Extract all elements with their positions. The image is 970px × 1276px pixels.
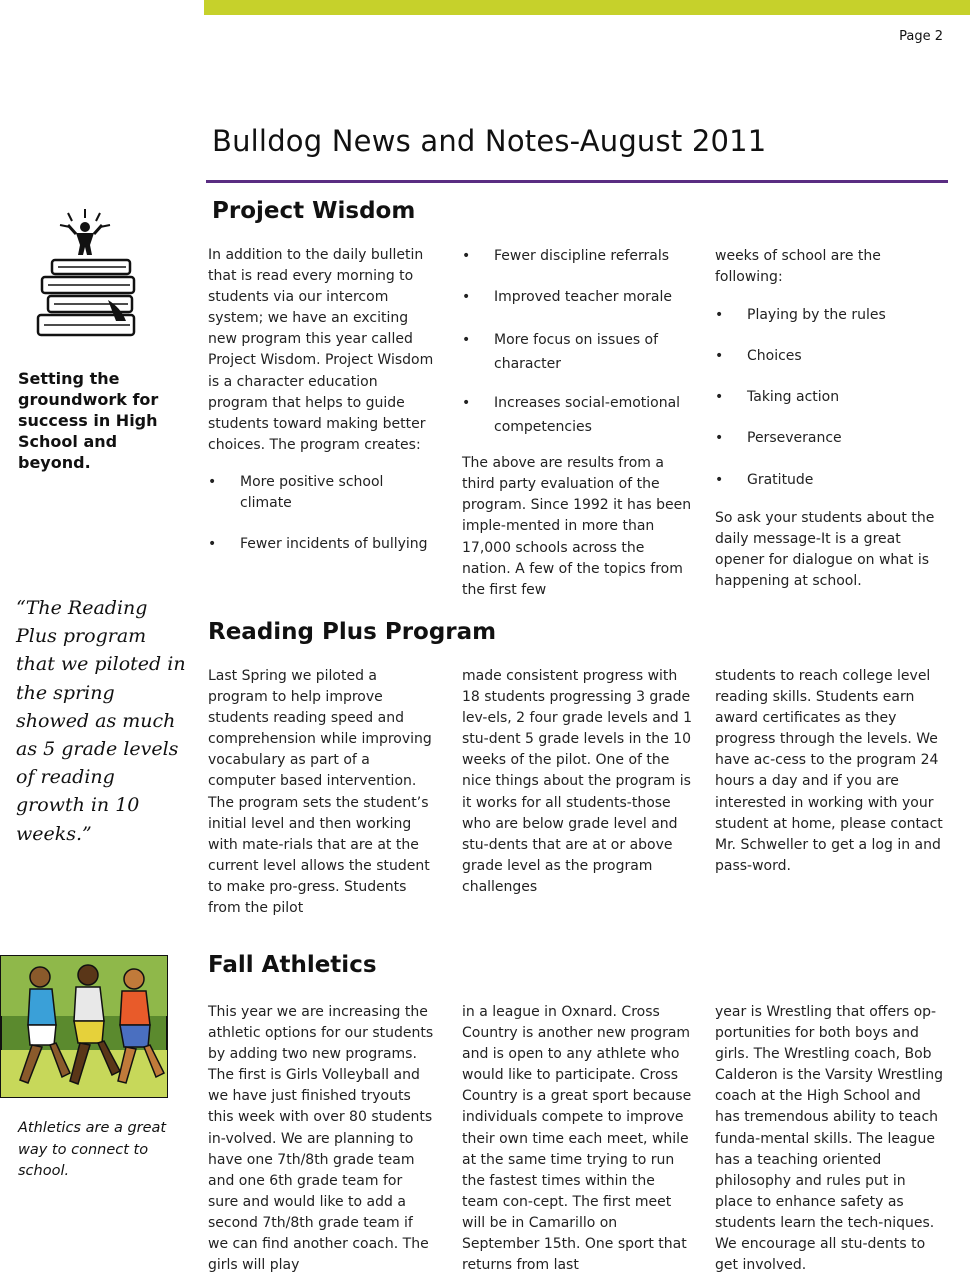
list-item: • Improved teacher morale [462, 287, 692, 308]
athletics-caption: Athletics are a great way to connect to school. [18, 1120, 167, 1179]
reading-plus-col3: students to reach college level reading skills. Students earn award certificates as they progress through the levels. We have ac-cess to the program 24 hours a day and if you are interested in working with your student at home, please contact Mr. Schweller to get a log in and pass-word. [715, 668, 943, 874]
list-item: • Playing by the rules [715, 305, 947, 326]
list-item: • Gratitude [715, 470, 947, 491]
project-wisdom-closing: So ask your students about the daily message-It is a great opener for dialogue on what is happening at school. [715, 509, 935, 589]
runners-clipart [0, 955, 168, 1098]
fall-athletics-heading: Fall Athletics [208, 952, 377, 978]
list-item: • Taking action [715, 387, 947, 408]
project-wisdom-col1 [208, 245, 436, 555]
project-wisdom-lead: weeks of school are the following: [715, 248, 881, 286]
list-item: • Perseverance [715, 428, 947, 449]
sidebar-quote: “The Reading Plus program that we piloted in the spring showed as much as 5 grade levels of reading growth in 10 weeks.” [16, 597, 186, 845]
newsletter-title: Bulldog News and Notes-August 2011 [212, 124, 767, 158]
project-wisdom-results: The above are results from a third party evaluation of the program. Since 1992 it has been imple-mented in more than 17,000 schools across the nation. A few of the topics from the first few [462, 455, 692, 598]
title-rule [206, 180, 948, 183]
books-clipart [30, 205, 140, 345]
reading-plus-heading: Reading Plus Program [208, 619, 497, 645]
reading-plus-col1: Last Spring we piloted a program to help improve students reading speed and comprehension while improving vocabulary as part of a computer based intervention. The program sets the student’s initial level and then working with mate-rials that are at the current level allows the student to make pro-gress. Students from the pilot [208, 668, 432, 917]
project-wisdom-col2 [462, 246, 692, 601]
reading-plus-col2: made consistent progress with 18 students progressing 3 grade lev-els, 2 four grade levels and 1 stu-dent 5 grade levels in the 10 weeks of the pilot. One of the nice things about the program is it works for all students-those who are below grade level and stu-dents that are at or above grade level as the program challenges [462, 668, 692, 895]
list-item: • More focus on issues of character [462, 328, 692, 376]
list-item: • Choices [715, 346, 947, 367]
list-item: • Fewer discipline referrals [462, 246, 692, 267]
fall-athletics-col1: This year we are increasing the athletic options for our students by adding two new programs. The first is Girls Volleyball and we have just finished tryouts this week with over 80 students in-volved. We are planning to have one 7th/8th grade team and one 6th grade team for sure and would like to add a second 7th/8th grade team if we can find another coach. The girls will play [208, 1004, 434, 1274]
list-item: • Increases social-emotional competencies [462, 391, 692, 439]
page-number: Page 2 [899, 29, 943, 44]
fall-athletics-col2: in a league in Oxnard. Cross Country is another new program and is open to any athlete who would like to participate. Cross Country is a great sport because individuals compete to improve their own time each meet, while at the same time trying to run the fastest times within the team con-cept. The first meet will be in Camarillo on September 15th. One sport that returns from last [462, 1004, 692, 1274]
sidebar-tagline: Setting the groundwork for success in High School and beyond. [18, 369, 159, 472]
project-wisdom-heading: Project Wisdom [212, 198, 416, 224]
list-item: • Fewer incidents of bullying [208, 534, 436, 555]
project-wisdom-intro: In addition to the daily bulletin that is read every morning to students via our intercom system; we have an exciting new program this year called Project Wisdom. Project Wisdom is a character education program that helps to guide students toward making better choices. The program creates: [208, 247, 434, 453]
fall-athletics-col3: year is Wrestling that offers op-portunities for both boys and girls. The Wrestling coach, Bob Calderon is the Varsity Wrestling coach at the High School and has tremendous ability to teach funda-mental skills. The league has a teaching oriented philosophy and rules put in place to enhance safety as students learn the tech-niques. We encourage all stu-dents to get involved. [715, 1004, 943, 1274]
list-item: • More positive school climate [208, 472, 436, 514]
project-wisdom-col3 [715, 246, 947, 592]
top-accent-bar [204, 0, 970, 15]
